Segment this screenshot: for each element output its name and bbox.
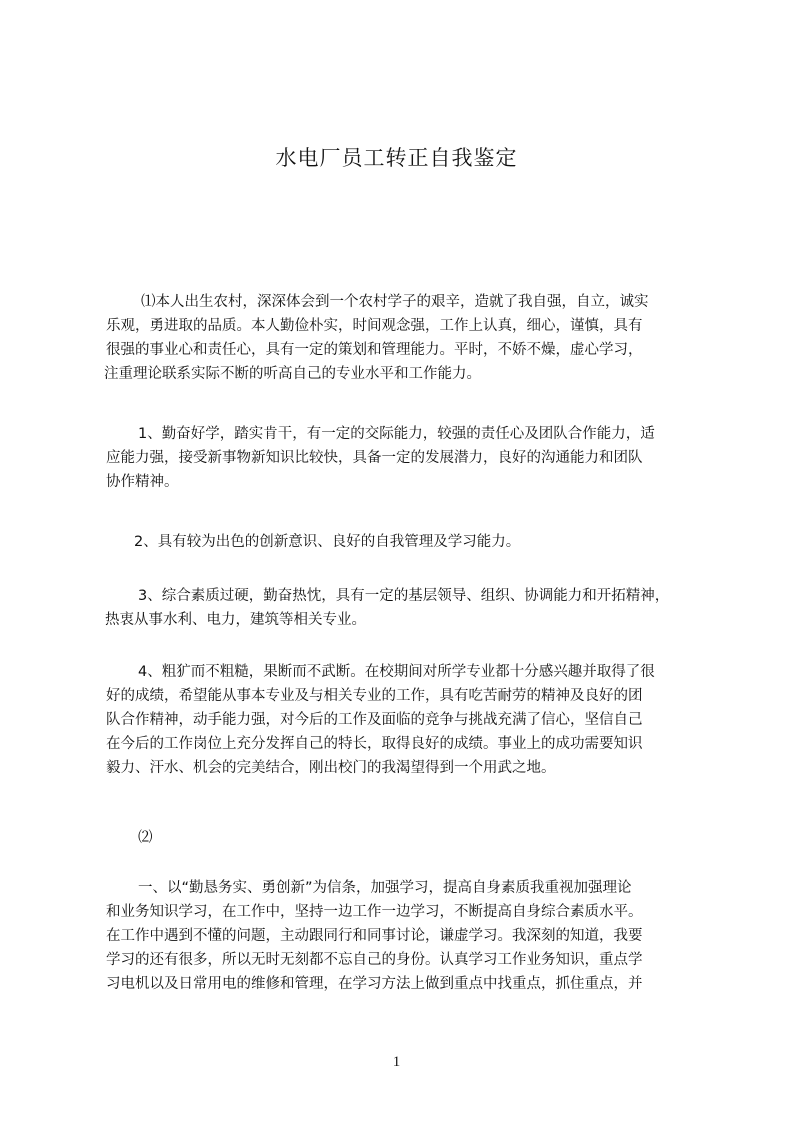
paragraph-4: [106, 584, 669, 632]
text-line: 热衷从事水利、电力，建筑等相关专业。: [105, 612, 366, 628]
text-line: 一、以“勤恳务实、勇创新”为信条，加强学习，提高自身素质我重视加强理论: [138, 880, 632, 896]
paragraph-5: [106, 660, 655, 780]
text-line: 学习的还有很多，所以无时无刻都不忘自己的身份。认真学习工作业务知识，重点学: [106, 952, 643, 968]
text-line: 队合作精神，动手能力强，对今后的工作及面临的竞争与挑战充满了信心，坚信自己: [106, 712, 643, 728]
text-line: 在工作中遇到不懂的问题，主动跟同行和同事讨论，谦虚学习。我深刻的知道，我要: [106, 928, 643, 944]
text-line: 在今后的工作岗位上充分发挥自己的特长，取得良好的成绩。事业上的成功需要知识: [106, 736, 643, 752]
text-line: 好的成绩，希望能从事本专业及与相关专业的工作，具有吃苦耐劳的精神及良好的团: [106, 688, 643, 704]
paragraph-1: [106, 290, 649, 386]
text-line: 2、具有较为出色的创新意识、良好的自我管理及学习能力。: [134, 534, 521, 550]
document-title: 水电厂员工转正自我鉴定: [275, 146, 518, 170]
text-line: 习电机以及日常用电的维修和管理，在学习方法上做到重点中找重点，抓住重点，并: [106, 976, 643, 992]
text-line: 乐观，勇进取的品质。本人勤俭朴实，时间观念强，工作上认真，细心，谨慎，具有: [106, 318, 643, 334]
text-line: 4、粗犷而不粗糙，果断而不武断。在校期间对所学专业都十分感兴趣并取得了很: [138, 664, 655, 680]
text-line: 应能力强，接受新事物新知识比较快，具备一定的发展潜力，良好的沟通能力和团队: [106, 450, 643, 466]
text-line: 协作精神。: [106, 474, 179, 490]
paragraph-7: [106, 876, 643, 996]
text-line: 很强的事业心和责任心，具有一定的策划和管理能力。平时，不娇不燥，虚心学习，: [106, 342, 643, 358]
text-line: ⑴本人出生农村，深深体会到一个农村学子的艰辛，造就了我自强，自立，诚实: [141, 294, 649, 310]
paragraph-2: [106, 422, 655, 494]
page-number: 1: [392, 1054, 401, 1070]
text-line: ⑵: [138, 830, 153, 846]
text-line: 和业务知识学习，在工作中，坚持一边工作一边学习，不断提高自身综合素质水平。: [106, 904, 643, 920]
paragraph-3: [106, 530, 520, 554]
paragraph-6: [106, 826, 153, 850]
text-line: 1、勤奋好学，踏实肯干，有一定的交际能力，较强的责任心及团队合作能力，适: [138, 426, 655, 442]
text-line: 注重理论联系实际不断的听高自己的专业水平和工作能力。: [104, 366, 481, 382]
text-line: 毅力、汗水、机会的完美结合，刚出校门的我渴望得到一个用武之地。: [106, 760, 556, 776]
text-line: 3、综合素质过硬，勤奋热忱，具有一定的基层领导、组织、协调能力和开拓精神，: [138, 588, 670, 604]
